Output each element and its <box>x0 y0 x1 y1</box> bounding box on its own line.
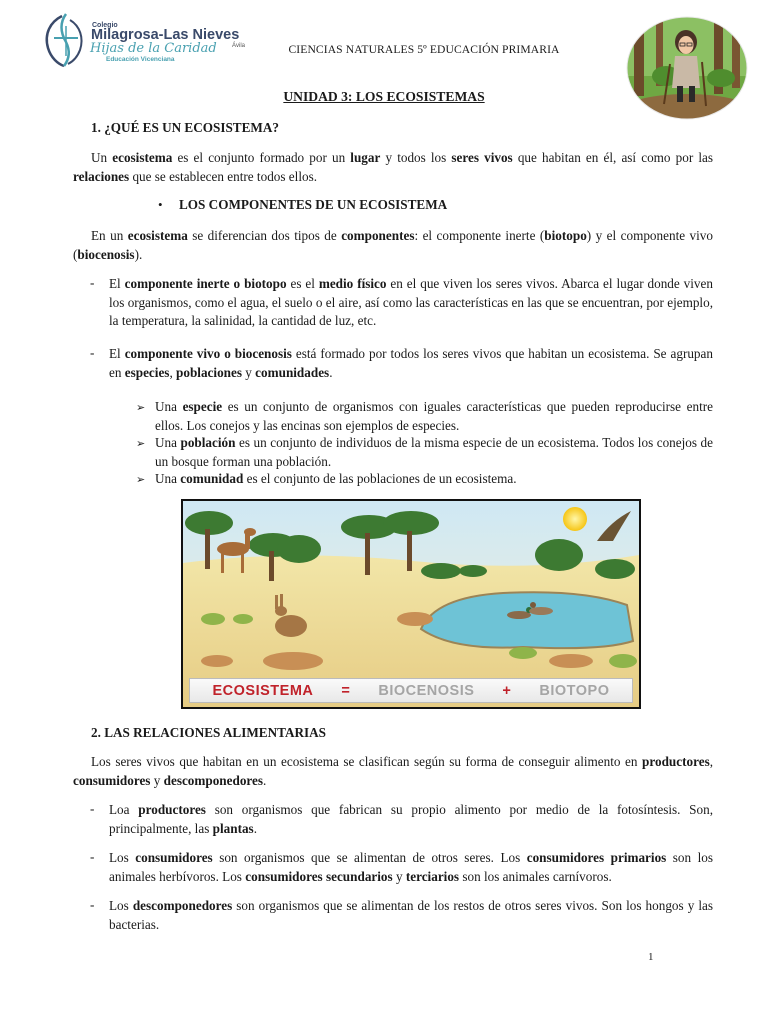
logo-script: Hijas de la Caridad <box>90 41 217 56</box>
bold-term: seres vivos <box>451 150 513 165</box>
biocenosis-description: El componente vivo o biocenosis está formado por todos los seres vivos que habitan un ecosistema. Se agrupan en especies, poblaciones y comunidades. <box>109 346 713 380</box>
caption-equals: = <box>341 682 351 699</box>
bold-term: biocenosis <box>77 246 135 262</box>
components-intro: En un ecosistema se diferencian dos tipos de componentes: el componente inerte (biotopo) y el componente vivo (biocenosis). <box>73 228 713 262</box>
bullet-marker: • <box>158 197 163 212</box>
biotope-description: El componente inerte o biotopo es el medio físico en el que viven los seres vivos. Abarca el lugar donde viven los organismos, como el agua, el suelo o el aire, así como las características en las que se encuentran, por ejemplo, la temperatura, la salinidad, la cantidad de luz, etc. <box>109 276 713 328</box>
page-number: 1 <box>648 951 654 963</box>
bold-term: medio físico <box>318 276 387 291</box>
bold-term: relaciones <box>73 168 130 184</box>
ecosystem-equation-caption <box>189 678 633 703</box>
caption-biocenosis: BIOCENOSIS <box>378 682 475 699</box>
logo-subtitle: Educación Vicenciana <box>106 56 175 63</box>
bold-term: poblaciones <box>176 364 242 380</box>
dash-marker: - <box>90 849 95 864</box>
consumers-description: Los consumidores son organismos que se alimentan de otros seres. Los consumidores primarios son los animales herbívoros. Los consumidores secundarios y terciarios son los animales carnívoros. <box>109 850 713 884</box>
bold-term: ecosistema <box>127 228 188 243</box>
components-title: LOS COMPONENTES DE UN ECOSISTEMA <box>179 197 448 212</box>
community-description: Una comunidad es el conjunto de las poblaciones de un ecosistema. <box>155 471 517 486</box>
species-description: Una especie es un conjunto de organismos con iguales características que pueden reproducirse entre ellos. Los conejos y las encinas son ejemplos de especies. <box>155 399 713 433</box>
bold-term: comunidad <box>180 471 244 486</box>
bold-term: consumidores <box>73 772 151 788</box>
bold-term: ecosistema <box>112 150 173 165</box>
dash-marker: - <box>90 275 95 290</box>
bold-term: componentes <box>341 228 415 243</box>
section2-title: 2. LAS RELACIONES ALIMENTARIAS <box>91 725 326 740</box>
bold-term: especies <box>124 364 170 380</box>
school-logo <box>40 12 250 68</box>
bold-term: consumidores secundarios <box>245 868 393 884</box>
bold-term: especie <box>182 399 223 414</box>
section1-title: 1. ¿QUÉ ES UN ECOSISTEMA? <box>91 120 279 135</box>
unit-title: UNIDAD 3: LOS ECOSISTEMAS <box>283 89 485 104</box>
arrow-marker: ➢ <box>136 438 146 450</box>
bold-term: comunidades <box>255 364 330 380</box>
decomposers-description: Los descomponedores son organismos que se alimentan de los restos de otros seres vivos. Son los hongos y las bacterias. <box>109 898 714 932</box>
bold-term: consumidores <box>135 850 213 865</box>
caption-plus: + <box>502 682 512 699</box>
population-description: Una población es un conjunto de individuos de la misma especie de un ecosistema. Todos los conejos de un bosque forman una población. <box>155 435 713 469</box>
bold-term: consumidores primarios <box>526 850 667 865</box>
logo-city: Ávila <box>232 43 246 49</box>
ecosystem-definition: Un ecosistema es el conjunto formado por un lugar y todos los seres vivos que habitan en él, así como por las relaciones que se establecen entre todos ellos. <box>73 150 713 184</box>
logo-colegio: Colegio <box>92 22 118 29</box>
course-header: CIENCIAS NATURALES 5º EDUCACIÓN PRIMARIA <box>288 43 560 56</box>
bold-term: plantas <box>212 820 254 836</box>
bold-term: componente inerte o biotopo <box>124 276 287 291</box>
bold-term: población <box>180 435 236 450</box>
logo-school-name: Milagrosa-Las Nieves <box>91 27 240 43</box>
dash-marker: - <box>90 345 95 360</box>
food-relations-intro: Los seres vivos que habitan en un ecosistema se clasifican según su forma de conseguir alimento en productores, consumidores y descomponedores. <box>73 754 713 788</box>
dash-marker: - <box>90 801 95 816</box>
producers-description: Loa productores son organismos que fabrican su propio alimento por medio de la fotosíntesis. Son, principalmente, las plantas. <box>109 802 713 836</box>
bold-term: componente vivo o biocenosis <box>124 346 292 361</box>
arrow-marker: ➢ <box>136 402 146 414</box>
bold-term: biotopo <box>544 228 587 243</box>
caption-biotopo: BIOTOPO <box>539 682 610 699</box>
bold-term: productores <box>642 754 710 769</box>
dash-marker: - <box>90 897 95 912</box>
school-emblem-icon <box>40 12 90 68</box>
arrow-marker: ➢ <box>136 474 146 486</box>
bold-term: descomponedores <box>163 772 264 788</box>
bold-term: productores <box>138 802 206 817</box>
bold-term: lugar <box>350 150 381 165</box>
caption-ecosistema: ECOSISTEMA <box>212 682 314 699</box>
bold-term: terciarios <box>405 868 460 884</box>
ecosystem-scene-icon <box>183 501 639 707</box>
bold-term: descomponedores <box>132 898 233 913</box>
ecosystem-illustration <box>181 499 641 709</box>
